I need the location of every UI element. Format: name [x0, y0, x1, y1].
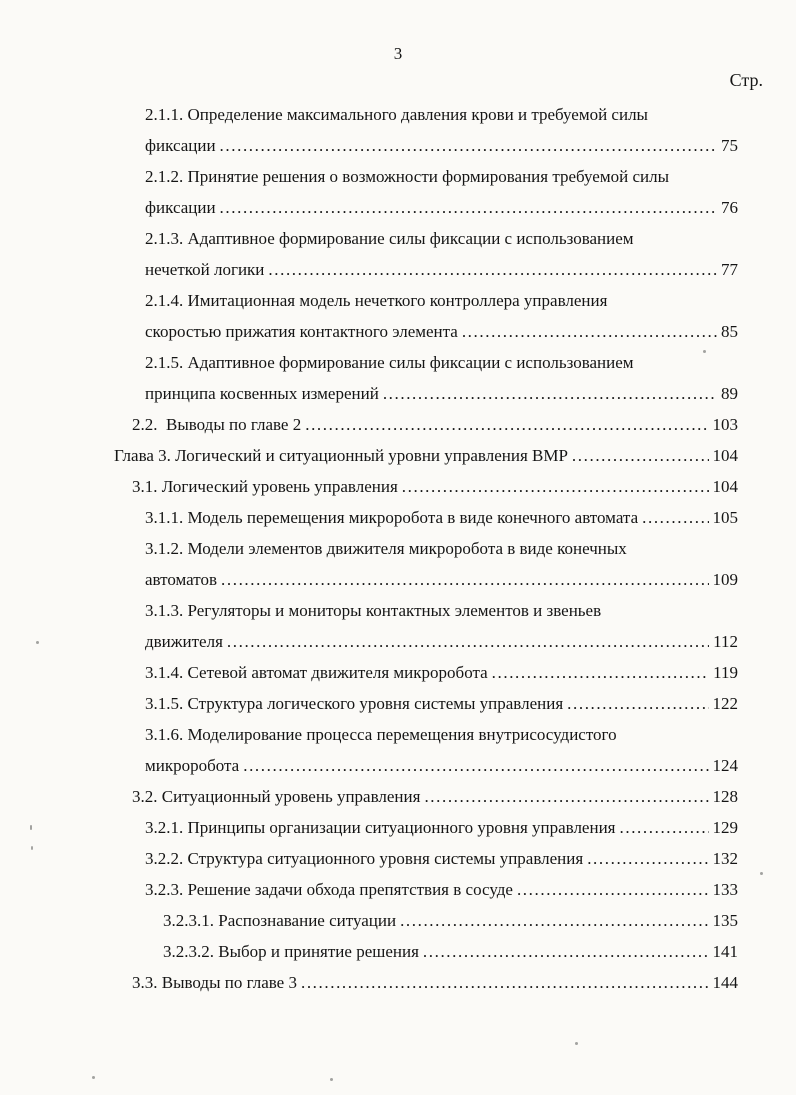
- toc-page-number: 85: [721, 322, 738, 341]
- toc-page-number: 75: [721, 136, 738, 155]
- toc-entry: [114, 502, 738, 533]
- dot-leader: [517, 874, 709, 905]
- scan-artifact: [703, 350, 706, 353]
- toc-entry-text: 3.1.5. Структура логического уровня системы управления: [145, 694, 564, 713]
- toc-page-number: 112: [713, 632, 738, 651]
- toc-page-number: 141: [712, 942, 738, 961]
- toc-entry-line-last: [132, 967, 738, 998]
- toc-entry-line-last: [145, 874, 738, 905]
- toc-entry-line-last: [145, 812, 738, 843]
- dot-leader: [221, 564, 708, 595]
- dot-leader: [243, 750, 708, 781]
- toc-entry: [114, 161, 738, 223]
- toc-entry: [114, 688, 738, 719]
- toc-entry: [114, 874, 738, 905]
- toc-entry-line: [145, 533, 738, 564]
- toc-page-number: 135: [712, 911, 738, 930]
- dot-leader: [402, 471, 709, 502]
- toc-entry-line: [145, 223, 738, 254]
- dot-leader: [587, 843, 708, 874]
- page-number-top: 3: [393, 44, 403, 63]
- toc-entry: [114, 595, 738, 657]
- toc-page-number: 144: [712, 973, 738, 992]
- toc-entry-text: 2.1.1. Определение максимального давления крови и требуемой силы: [145, 105, 648, 124]
- toc-entry-text: принципа косвенных измерений: [145, 384, 379, 403]
- toc-entry-line-last: [145, 378, 738, 409]
- toc-entry-line-last: [145, 688, 738, 719]
- dot-leader: [572, 440, 709, 471]
- toc-entry: [114, 99, 738, 161]
- toc-entry-text: 3.2.3. Решение задачи обхода препятствия в сосуде: [145, 880, 513, 899]
- toc-page-number: 124: [712, 756, 738, 775]
- toc-entry: [114, 223, 738, 285]
- scan-artifact: [36, 641, 39, 644]
- dot-leader: [492, 657, 709, 688]
- toc-entry-text: 3.2.3.1. Распознавание ситуации: [163, 911, 397, 930]
- toc-entry-text: 3.2.2. Структура ситуационного уровня системы управления: [145, 849, 584, 868]
- toc-entry: [114, 285, 738, 347]
- toc-entry-line-last: [145, 254, 738, 285]
- dot-leader: [305, 409, 708, 440]
- toc-entry-line-last: [145, 130, 738, 161]
- toc-page-number: 89: [721, 384, 738, 403]
- toc-entry: [114, 657, 738, 688]
- toc-entry-text: 2.2. Выводы по главе 2: [132, 415, 302, 434]
- toc-entry: [114, 967, 738, 998]
- toc-page-number: 119: [713, 663, 738, 682]
- toc-entry-text: 2.1.5. Адаптивное формирование силы фиксации с использованием: [145, 353, 634, 372]
- toc-entry-text: нечеткой логики: [145, 260, 265, 279]
- toc-entry-line-last: [163, 936, 738, 967]
- toc-entry-text: 3.2. Ситуационный уровень управления: [132, 787, 421, 806]
- toc-page-number: 105: [712, 508, 738, 527]
- toc-entry-line-last: [132, 409, 738, 440]
- toc-entry-line-last: [145, 564, 738, 595]
- toc-entry-text: фиксации: [145, 198, 216, 217]
- toc-page-number: 104: [712, 477, 738, 496]
- toc-entry-line-last: [114, 440, 738, 471]
- dot-leader: [642, 502, 708, 533]
- toc-entry-text: 3.1.2. Модели элементов движителя микроробота в виде конечных: [145, 539, 627, 558]
- dot-leader: [620, 812, 709, 843]
- dot-leader: [301, 967, 709, 998]
- toc-entry-text: Глава 3. Логический и ситуационный уровни управления ВМР: [114, 446, 568, 465]
- toc-page-number: 122: [712, 694, 738, 713]
- toc-entry-line-last: [145, 750, 738, 781]
- toc-entry-line: [145, 595, 738, 626]
- scan-artifact: [30, 825, 32, 830]
- toc-page-number: 77: [721, 260, 738, 279]
- toc-entry-line-last: [145, 626, 738, 657]
- toc-entry-line-last: [145, 192, 738, 223]
- toc-entry: [114, 905, 738, 936]
- toc-entry-text: 2.1.3. Адаптивное формирование силы фиксации с использованием: [145, 229, 634, 248]
- toc-entry: [114, 347, 738, 409]
- scan-artifact: [31, 846, 33, 850]
- toc-entry-line: [145, 161, 738, 192]
- toc-page-number: 104: [712, 446, 738, 465]
- dot-leader: [383, 378, 717, 409]
- dot-leader: [423, 936, 709, 967]
- toc-entry-text: скоростью прижатия контактного элемента: [145, 322, 458, 341]
- toc-entry: [114, 471, 738, 502]
- toc-entry-line-last: [163, 905, 738, 936]
- toc-entry-text: автоматов: [145, 570, 218, 589]
- dot-leader: [424, 781, 708, 812]
- toc-entry: [114, 812, 738, 843]
- column-header-str: Стр.: [729, 70, 763, 90]
- toc-page-number: 109: [712, 570, 738, 589]
- toc-entry-text: 3.2.3.2. Выбор и принятие решения: [163, 942, 419, 961]
- toc-entry: [114, 533, 738, 595]
- dot-leader: [227, 626, 709, 657]
- toc-entry: [114, 781, 738, 812]
- toc-entry-line: [145, 719, 738, 750]
- toc-page-number: 103: [712, 415, 738, 434]
- scan-artifact: [92, 1076, 95, 1079]
- dot-leader: [220, 130, 717, 161]
- toc-entry-text: фиксации: [145, 136, 216, 155]
- toc-entry-line-last: [145, 657, 738, 688]
- toc-entry: [114, 409, 738, 440]
- toc-entry: [114, 843, 738, 874]
- toc-entry-text: микроробота: [145, 756, 240, 775]
- dot-leader: [567, 688, 708, 719]
- toc-entry-text: 3.2.1. Принципы организации ситуационного уровня управления: [145, 818, 616, 837]
- toc-entry-text: 2.1.2. Принятие решения о возможности формирования требуемой силы: [145, 167, 670, 186]
- dot-leader: [462, 316, 717, 347]
- toc-entry-text: 3.1.3. Регуляторы и мониторы контактных элементов и звеньев: [145, 601, 602, 620]
- toc-entry-text: 3.1.4. Сетевой автомат движителя микроробота: [145, 663, 488, 682]
- toc-entry-text: 3.1.6. Моделирование процесса перемещения внутрисосудистого: [145, 725, 617, 744]
- toc-page-number: 128: [712, 787, 738, 806]
- scan-artifact: [760, 872, 763, 875]
- toc-entry-text: 2.1.4. Имитационная модель нечеткого контроллера управления: [145, 291, 608, 310]
- scan-artifact: [575, 1042, 578, 1045]
- toc-entry-line: [145, 285, 738, 316]
- toc-entry-line-last: [132, 781, 738, 812]
- toc-page-number: 132: [712, 849, 738, 868]
- toc-page-number: 129: [712, 818, 738, 837]
- toc-entry-line-last: [145, 316, 738, 347]
- toc-entry-text: движителя: [145, 632, 223, 651]
- toc-entry: [114, 719, 738, 781]
- toc-page-number: 76: [721, 198, 738, 217]
- toc-entry-line: [145, 99, 738, 130]
- scan-artifact: [330, 1078, 333, 1081]
- toc-entry-text: 3.1.1. Модель перемещения микроробота в виде конечного автомата: [145, 508, 639, 527]
- toc-entry: [114, 936, 738, 967]
- toc-entry-line: [145, 347, 738, 378]
- toc-entry: [114, 440, 738, 471]
- dot-leader: [220, 192, 717, 223]
- toc-entry-line-last: [145, 843, 738, 874]
- toc-list: [114, 99, 738, 998]
- toc-entry-text: 3.1. Логический уровень управления: [132, 477, 398, 496]
- toc-page-number: 133: [712, 880, 738, 899]
- toc-entry-text: 3.3. Выводы по главе 3: [132, 973, 297, 992]
- dot-leader: [268, 254, 717, 285]
- dot-leader: [400, 905, 708, 936]
- toc-entry-line-last: [132, 471, 738, 502]
- toc-entry-line-last: [145, 502, 738, 533]
